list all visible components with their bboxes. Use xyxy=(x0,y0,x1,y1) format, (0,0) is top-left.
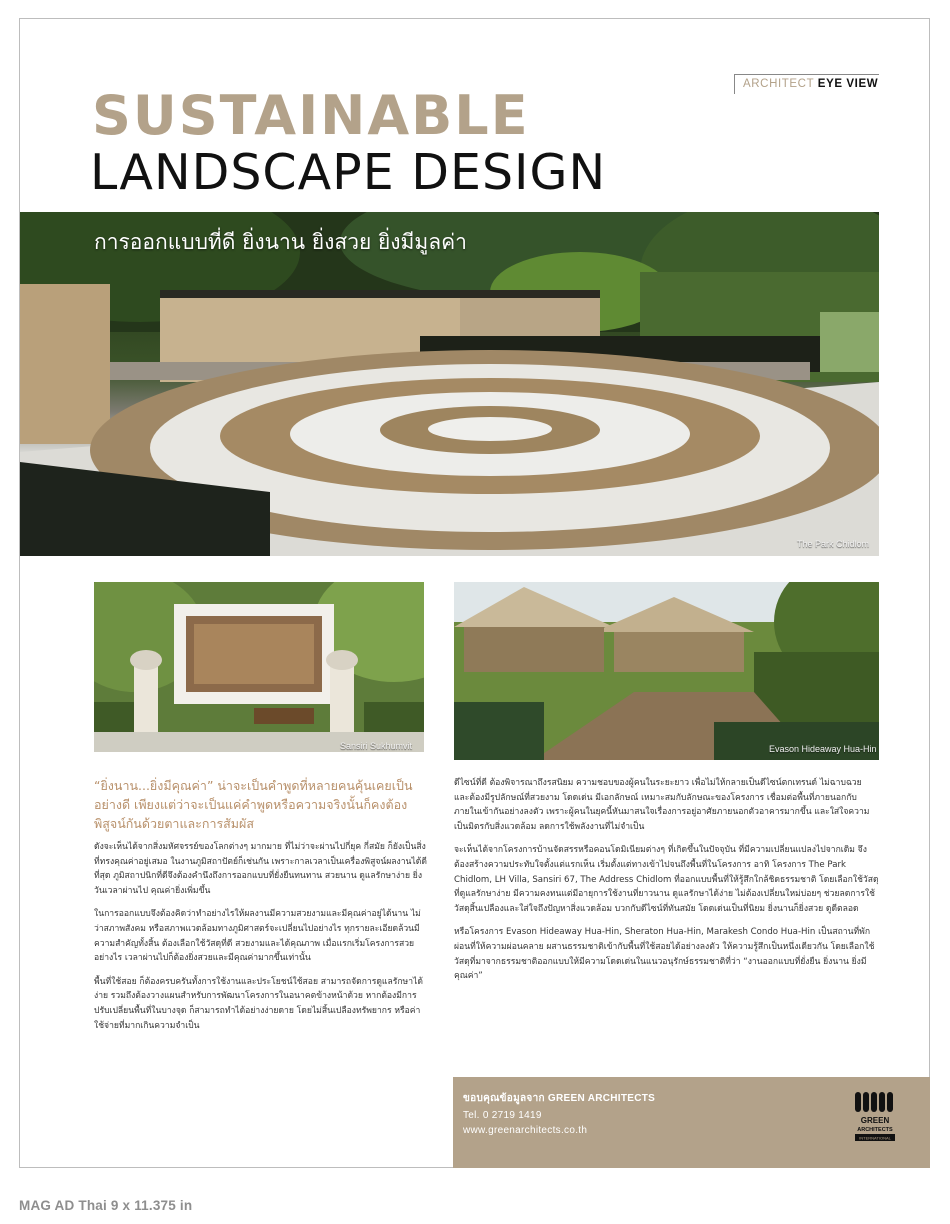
section-tag-part1: ARCHITECT xyxy=(743,78,814,90)
resort-photo xyxy=(454,582,879,760)
article-paragraph: ดีไซน์ที่ดี ต้องพิจารณาถึงรสนิยม ความชอบของผู้คนในระยะยาว เพื่อไม่ให้กลายเป็นดีไซน์ตกเทรนด์ ไม่ฉาบฉวย และต้องมีรูปลักษณ์ที่สวยงาม โดดเด่น มีเอกลักษณ์ เหมาะสมกับลักษณะของโครงการ เชื่อมต่อพื้นที่ภายนอกกับภายในเข้ากันอย่างลงตัว เพราะผู้คนในยุคนี้หันมาสนใจเรื่องการอยู่อาศัยภายนอกตัวอาคารมากขึ้น และใส่ใจความเป็นมิตรกับสิ่งแวดล้อม ลดการใช้พลังงานที่ไม่จำเป็น xyxy=(454,778,870,832)
garden-illustration xyxy=(94,582,424,752)
title-line1: SUSTAINABLE xyxy=(92,84,530,147)
article-paragraph: หรือโครงการ Evason Hideaway Hua-Hin, Sheraton Hua-Hin, Marakesh Condo Hua-Hin เป็นสถานที่พักผ่อนที่ให้ความผ่อนคลาย ผสานธรรมชาติเข้ากับพื้นที่ใช้สอยได้อย่างลงตัว ให้ความรู้สึกเป็นหนึ่งเดียวกัน โดยเลือกใช้วัสดุที่มาจากธรรมชาติออกแบบให้มีความโดดเด่นในแนวอนุรักษ์ธรรมชาติที่ว่า “งานออกแบบที่ยั่งยืน ยิ่งนาน ยิ่งมีคุณค่า” xyxy=(454,927,875,982)
resort-illustration xyxy=(454,582,879,760)
article-paragraph: พื้นที่ใช้สอย ก็ต้องครบครันทั้งการใช้งานและประโยชน์ใช้สอย สามารถจัดการดูแลรักษาได้ง่าย รวมถึงต้องวางแผนสำหรับการพัฒนาโครงการในอนาคตข้างหน้าด้วย หากต้องมีการปรับเปลี่ยนพื้นที่ในบางจุด ก็สามารถทำได้อย่างง่ายดาย โดยไม่สิ้นเปลืองทรัพยากร หรือค่าใช้จ่ายที่มากเกินความจำเป็น xyxy=(94,976,423,1031)
article-right-column xyxy=(454,776,879,993)
pull-quote: “ยิ่งนาน...ยิ่งมีคุณค่า” น่าจะเป็นคำพูดที่หลายคนคุ้นเคยเป็นอย่างดี เพียงแต่ว่าจะเป็นแค่คำพูดหรือความจริงนั้นก็คงต้องพิสูจน์กันด้วยตาและการสัมผัส xyxy=(94,778,413,831)
green-architects-logo xyxy=(853,1090,897,1152)
article-left-column xyxy=(94,840,429,1042)
logo-text-architects: ARCHITECTS xyxy=(857,1127,893,1133)
logo-text-international: INTERNATIONAL xyxy=(859,1135,891,1141)
title-line2: LANDSCAPE DESIGN xyxy=(90,144,607,201)
logo-text-green: GREEN xyxy=(860,1116,890,1125)
article-paragraph: จะเห็นได้จากโครงการบ้านจัดสรรหรือคอนโดมิเนียมต่างๆ ที่เกิดขึ้นในปัจจุบัน ที่มีความเปลี่ยนแปลงไปจากเดิม จึงต้องสร้างความประทับใจตั้งแต่แรกเห็น เริ่มตั้งแต่ทางเข้าไปจนถึงพื้นที่ในโครงการ อาทิ โครงการ The Park Chidlom, LH Villa, Sansiri 67, The Address Chidlom ที่ออกแบบพื้นที่ให้รู้สึกใกล้ชิดธรรมชาติ โดยเลือกใช้วัสดุที่ดูแลรักษาง่าย มีความคงทนแต่มีอายุการใช้งานที่ยาวนาน ดูแลรักษาได้ง่าย ไม่ต้องเปลี่ยนใหม่บ่อยๆ ช่วยลดการใช้วัสดุสิ้นเปลืองและใส่ใจถึงปัญหาสิ่งแวดล้อม บวกกับดีไซน์ที่ทันสมัย โดดเด่นเป็นที่นิยม ยิ่งนานก็ยิ่งสวย ดูดีตลอด xyxy=(454,845,879,914)
section-tag-part2: EYE VIEW xyxy=(817,78,879,90)
article-paragraph: ดังจะเห็นได้จากสิ่งมหัศจรรย์ของโลกต่างๆ มากมาย ที่ไม่ว่าจะผ่านไปกี่ยุค กี่สมัย ก็ยังเป็นสิ่งที่ทรงคุณค่าอยู่เสมอ ในงานภูมิสถาปัตย์ก็เช่นกัน เพราะกาลเวลาเป็นเครื่องพิสูจน์ผลงานได้ดีที่สุด ภูมิสถาปนิกที่ดีจึงต้องคำนึงถึงการออกแบบที่ยั่งยืนทนทาน สวยนาน ดูแลรักษาง่าย ยิ่งวันเวลาผ่านไป คุณค่ายิ่งเพิ่มขึ้น xyxy=(94,842,427,896)
credit-website-link[interactable]: www.greenarchitects.co.th xyxy=(463,1125,588,1136)
credit-phone: Tel. 0 2719 1419 xyxy=(463,1110,542,1121)
hero-illustration xyxy=(20,212,879,556)
article-paragraph: ในการออกแบบจึงต้องคิดว่าทำอย่างไรให้ผลงานมีความสวยงามและมีคุณค่าอยู่ได้นาน ไม่ว่าสภาพสังคม หรือสภาพแวดล้อมทางภูมิศาสตร์จะเปลี่ยนไปอย่างไร ทุกรายละเอียดล้วนมีความสำคัญทั้งสิ้น ต้องเลือกใช้วัสดุที่ดี สวยงามและได้คุณภาพ เมื่อแรกเริ่มโครงการสวยอย่างไร เวลาผ่านไปก็ต้องยิ่งสวยและมีคุณค่ามากขึ้นเท่านั้น xyxy=(94,909,421,964)
garden-caption: Sansiri Sukhumvit xyxy=(340,741,413,751)
garden-photo xyxy=(94,582,424,752)
credit-source: ขอบคุณข้อมูลจาก GREEN ARCHITECTS xyxy=(463,1093,656,1104)
footer-label: MAG AD Thai 9 x 11.375 in xyxy=(19,1198,193,1213)
hero-subtitle: การออกแบบที่ดี ยิ่งนาน ยิ่งสวย ยิ่งมีมูลค่า xyxy=(94,230,467,254)
resort-caption: Evason Hideaway Hua-Hin xyxy=(769,744,877,754)
hero-caption: The Park Chidlom xyxy=(797,539,870,549)
hero-photo xyxy=(20,212,879,556)
section-tag xyxy=(734,74,879,94)
